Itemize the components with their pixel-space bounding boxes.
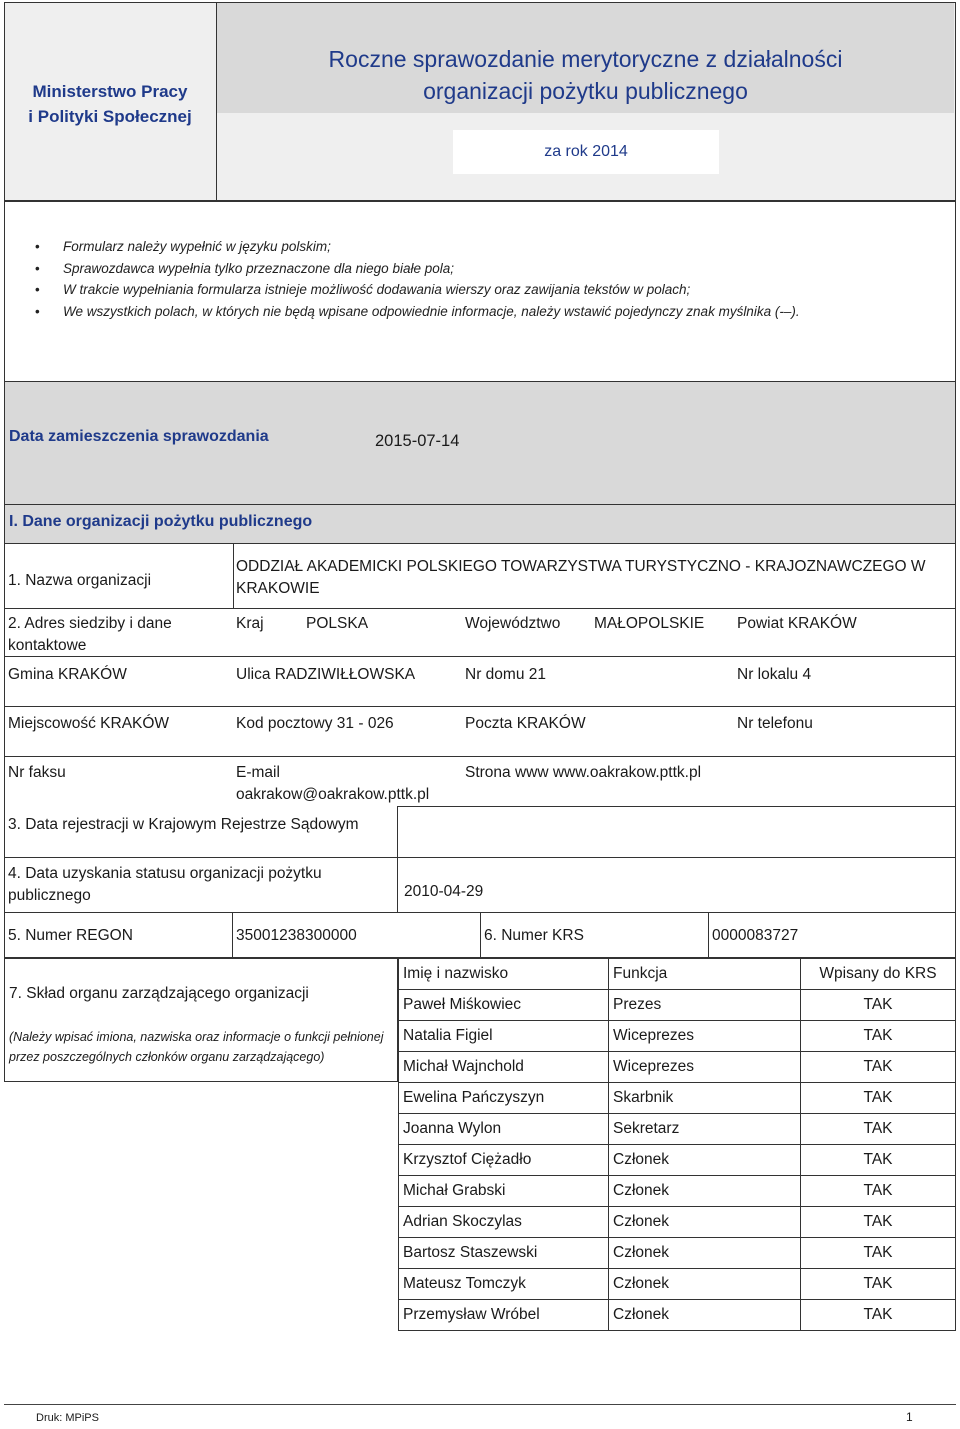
- member-function[interactable]: Członek: [609, 1145, 801, 1176]
- member-krs[interactable]: TAK: [801, 1300, 956, 1331]
- ministry-line-2: i Polityki Społecznej: [28, 107, 192, 126]
- member-krs[interactable]: TAK: [801, 1238, 956, 1269]
- gmina-field[interactable]: Gmina KRAKÓW: [8, 666, 127, 683]
- publication-label: Data zamieszczenia sprawozdania: [9, 428, 269, 445]
- section-1-title: I. Dane organizacji pożytku publicznego: [9, 513, 313, 530]
- member-function[interactable]: Prezes: [609, 990, 801, 1021]
- member-function[interactable]: Członek: [609, 1176, 801, 1207]
- status-label: 4. Data uzyskania statusu organizacji pożytku publicznego: [8, 865, 322, 904]
- status-value: 2010-04-29: [404, 883, 484, 900]
- member-krs[interactable]: TAK: [801, 1021, 956, 1052]
- board-label-box: [4, 958, 398, 1082]
- title-box: [216, 2, 956, 202]
- www-field[interactable]: Strona www www.oakrakow.pttk.pl: [465, 764, 702, 781]
- member-krs[interactable]: TAK: [801, 1269, 956, 1300]
- org-name-value[interactable]: ODDZIAŁ AKADEMICKI POLSKIEGO TOWARZYSTWA TURYSTYCZNO - KRAJOZNAWCZEGO W KRAKOWIE: [236, 558, 926, 597]
- member-name[interactable]: Bartosz Staszewski: [399, 1238, 609, 1269]
- member-function[interactable]: Członek: [609, 1207, 801, 1238]
- member-name[interactable]: Michał Grabski: [399, 1176, 609, 1207]
- member-name[interactable]: Krzysztof Ciężadło: [399, 1145, 609, 1176]
- nr-lokalu-field[interactable]: Nr lokalu 4: [737, 666, 812, 683]
- member-krs[interactable]: TAK: [801, 1083, 956, 1114]
- table-row: [399, 1145, 956, 1176]
- section-1-header: [4, 504, 956, 544]
- table-row: [399, 1021, 956, 1052]
- divider: [232, 912, 233, 958]
- member-function[interactable]: Sekretarz: [609, 1114, 801, 1145]
- publication-box: [4, 381, 956, 506]
- member-krs[interactable]: TAK: [801, 1176, 956, 1207]
- instruction-item: • We wszystkich polach, w których nie będą wpisane odpowiednie informacje, należy wstawić pojedynczy znak myślnika (-–).: [31, 301, 941, 323]
- table-row: [399, 1238, 956, 1269]
- instruction-item: • W trakcie wypełniania formularza istnieje możliwość dodawania wierszy oraz zawijania tekstów w polach;: [31, 279, 941, 301]
- form-title: [217, 43, 954, 107]
- table-row: [399, 1083, 956, 1114]
- instructions-list: [31, 236, 941, 322]
- table-row: [399, 1176, 956, 1207]
- year-label: za rok 2014: [544, 143, 628, 160]
- table-row: [399, 1300, 956, 1331]
- address-label: 2. Adres siedziby i dane kontaktowe: [8, 615, 172, 654]
- member-function[interactable]: Skarbnik: [609, 1083, 801, 1114]
- divider: [5, 706, 955, 707]
- member-name[interactable]: Paweł Miśkowiec: [399, 990, 609, 1021]
- table-row: [399, 1114, 956, 1145]
- divider: [233, 544, 234, 608]
- member-name[interactable]: Joanna Wylon: [399, 1114, 609, 1145]
- form-title-line-1: Roczne sprawozdanie merytoryczne z działalności: [328, 46, 843, 72]
- telefon-field[interactable]: Nr telefonu: [737, 715, 813, 732]
- table-row: [399, 1269, 956, 1300]
- wojewodztwo-value[interactable]: MAŁOPOLSKIE: [594, 615, 705, 632]
- kraj-label: Kraj: [236, 615, 264, 632]
- member-function[interactable]: Członek: [609, 1238, 801, 1269]
- member-krs[interactable]: TAK: [801, 990, 956, 1021]
- poczta-field[interactable]: Poczta KRAKÓW: [465, 715, 586, 732]
- regon-label: 5. Numer REGON: [8, 927, 133, 944]
- divider: [480, 912, 481, 958]
- kraj-value[interactable]: POLSKA: [306, 615, 369, 632]
- divider: [5, 608, 955, 609]
- status-field[interactable]: [397, 857, 956, 913]
- faks-field[interactable]: Nr faksu: [8, 764, 66, 781]
- kod-pocztowy-field[interactable]: Kod pocztowy 31 - 026: [236, 715, 394, 732]
- member-function[interactable]: Członek: [609, 1269, 801, 1300]
- instruction-item: • Sprawozdawca wypełnia tylko przeznaczone dla niego białe pola;: [31, 258, 941, 280]
- regon-value[interactable]: 35001238300000: [236, 927, 357, 944]
- board-table: [398, 958, 956, 1331]
- member-function[interactable]: Członek: [609, 1300, 801, 1331]
- miejscowosc-field[interactable]: Miejscowość KRAKÓW: [8, 715, 170, 732]
- board-note: (Należy wpisać imiona, nazwiska oraz informacje o funkcji pełnionej przez poszczególnych członków organu zarządzającego): [9, 1030, 384, 1064]
- org-name-label: 1. Nazwa organizacji: [8, 572, 152, 589]
- ministry-name: [5, 79, 215, 129]
- footer-divider: [4, 1404, 956, 1405]
- ulica-field[interactable]: Ulica RADZIWIŁŁOWSKA: [236, 666, 416, 683]
- member-name[interactable]: Mateusz Tomczyk: [399, 1269, 609, 1300]
- ministry-line-1: Ministerstwo Pracy: [32, 82, 188, 101]
- member-name[interactable]: Ewelina Pańczyszyn: [399, 1083, 609, 1114]
- publication-date[interactable]: 2015-07-14: [375, 432, 460, 450]
- board-header-function: Funkcja: [609, 959, 801, 990]
- board-header-krs: Wpisany do KRS: [801, 959, 956, 990]
- powiat-field[interactable]: Powiat KRAKÓW: [737, 615, 857, 632]
- member-name[interactable]: Przemysław Wróbel: [399, 1300, 609, 1331]
- board-header-row: [399, 959, 956, 990]
- nr-domu-field[interactable]: Nr domu 21: [465, 666, 546, 683]
- table-row: [399, 1052, 956, 1083]
- krs-date-label: 3. Data rejestracji w Krajowym Rejestrze Sądowym: [8, 816, 359, 833]
- divider: [5, 756, 955, 757]
- krs-date-field[interactable]: [397, 806, 956, 858]
- board-header-name: Imię i nazwisko: [399, 959, 609, 990]
- instructions-box: [4, 200, 956, 383]
- table-row: [399, 990, 956, 1021]
- board-label: 7. Skład organu zarządzającego organizacji: [9, 985, 309, 1002]
- table-row: [399, 1207, 956, 1238]
- member-krs[interactable]: TAK: [801, 1052, 956, 1083]
- ministry-box: [4, 2, 218, 202]
- member-krs[interactable]: TAK: [801, 1207, 956, 1238]
- krs-label: 6. Numer KRS: [484, 927, 584, 944]
- email-label: E-mail: [236, 764, 280, 781]
- member-function[interactable]: Wiceprezes: [609, 1052, 801, 1083]
- year-field[interactable]: [453, 130, 719, 174]
- divider: [708, 912, 709, 958]
- member-krs[interactable]: TAK: [801, 1114, 956, 1145]
- footer-print: Druk: MPiPS: [36, 1412, 99, 1424]
- member-krs[interactable]: TAK: [801, 1145, 956, 1176]
- instruction-item: • Formularz należy wypełnić w języku polskim;: [31, 236, 941, 258]
- form-title-line-2: organizacji pożytku publicznego: [423, 78, 748, 104]
- member-name[interactable]: Natalia Figiel: [399, 1021, 609, 1052]
- footer-page-number: 1: [906, 1410, 913, 1424]
- member-function[interactable]: Wiceprezes: [609, 1021, 801, 1052]
- member-name[interactable]: Adrian Skoczylas: [399, 1207, 609, 1238]
- email-value[interactable]: oakrakow@oakrakow.pttk.pl: [236, 786, 430, 803]
- krs-value[interactable]: 0000083727: [712, 927, 799, 944]
- member-name[interactable]: Michał Wajnchold: [399, 1052, 609, 1083]
- wojewodztwo-label: Województwo: [465, 615, 561, 632]
